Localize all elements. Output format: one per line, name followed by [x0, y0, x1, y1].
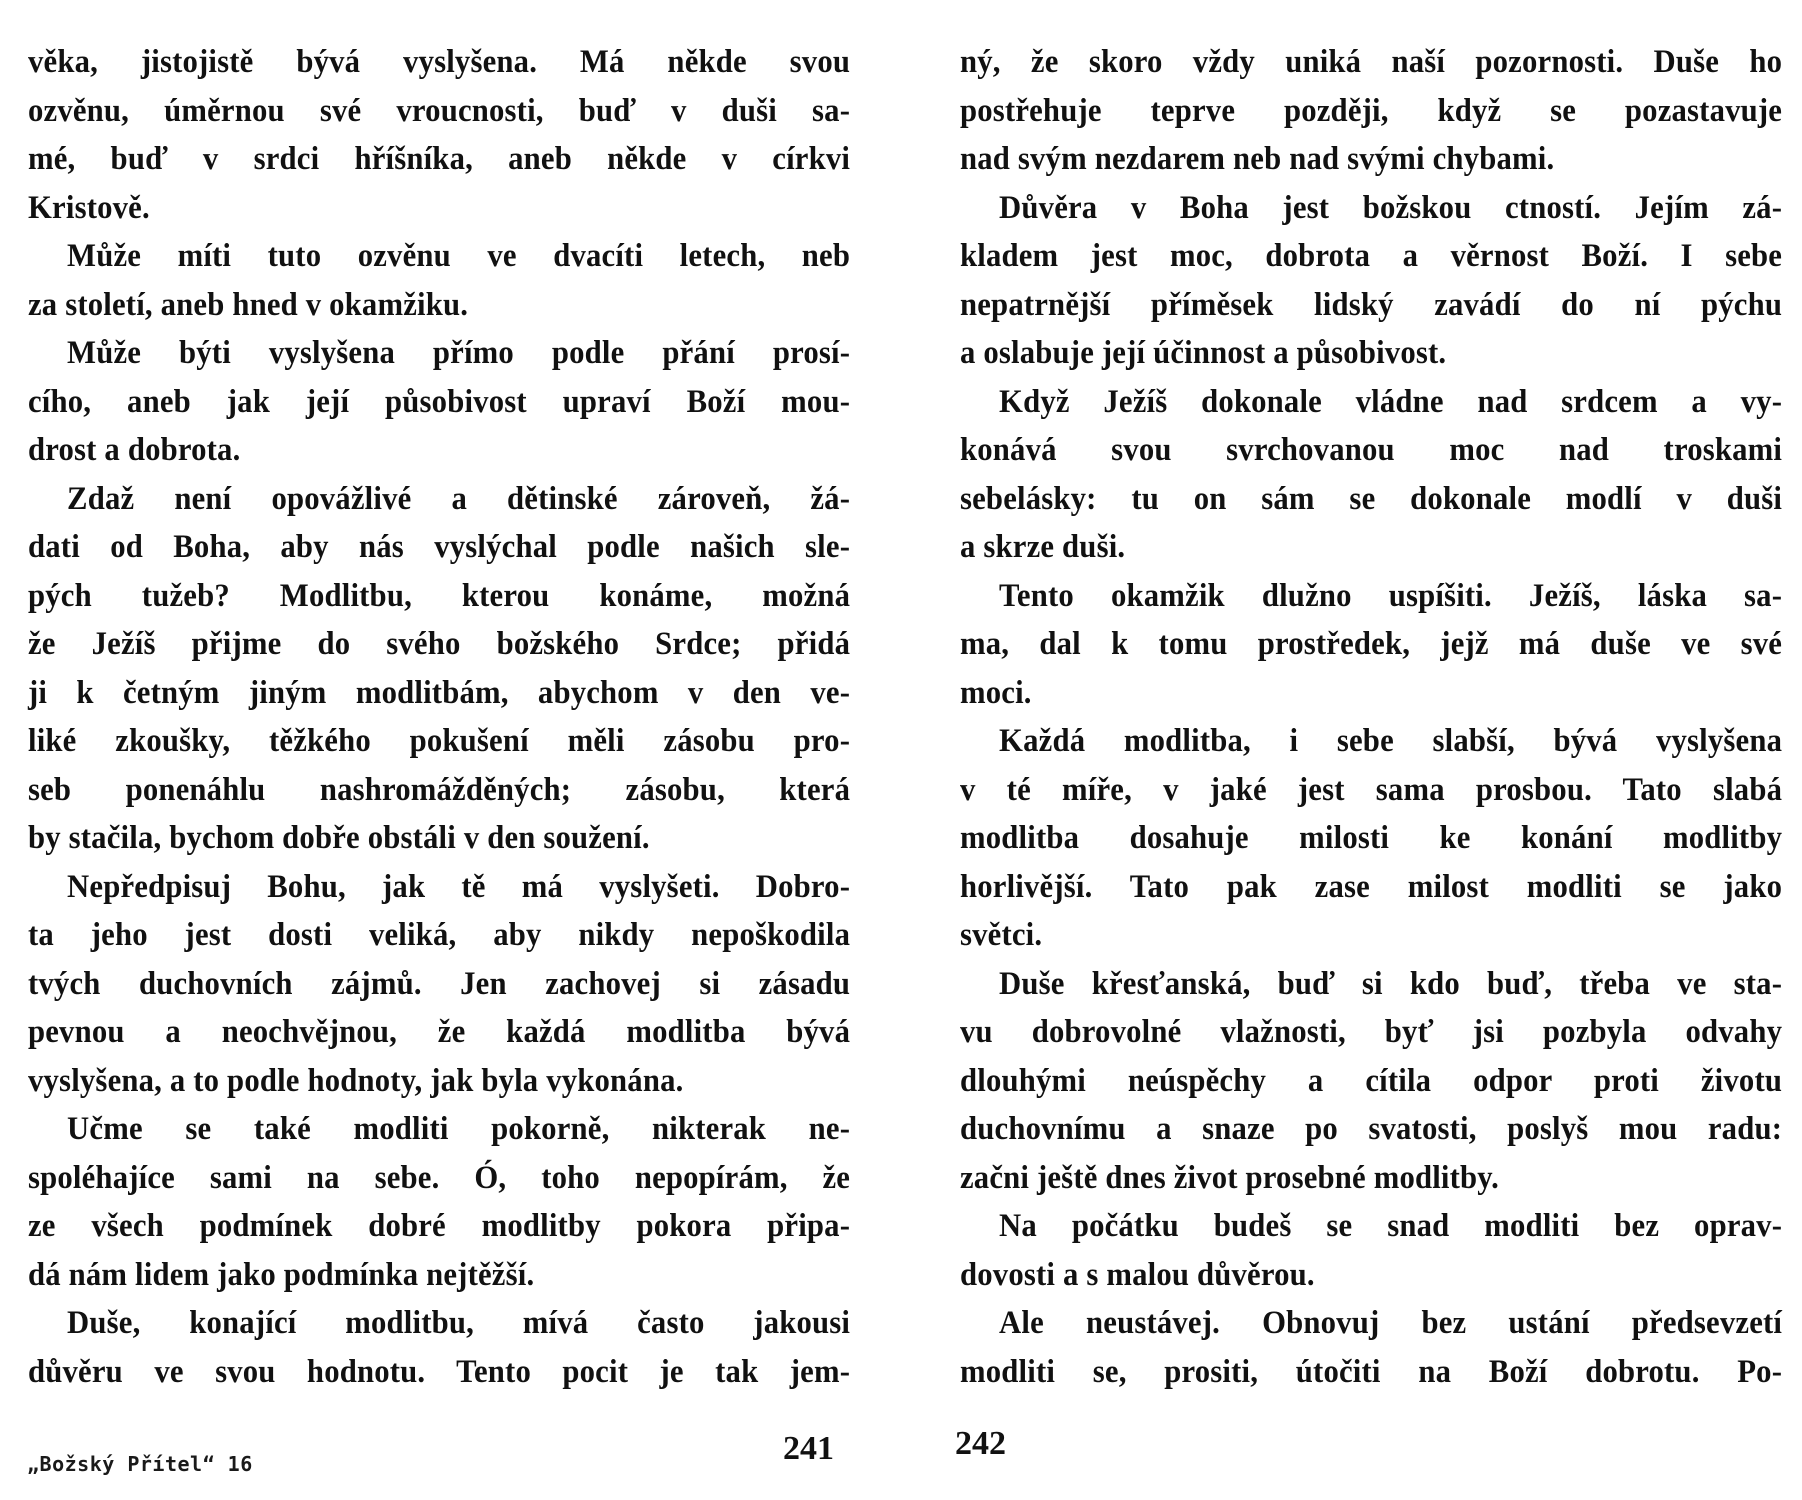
text-line: Učme se také modliti pokorně, nikterak ne-: [67, 1111, 851, 1147]
text-line: duchovnímu a snaze po svatosti, poslyš mou radu:: [960, 1111, 1783, 1147]
text-line: tvých duchovních zájmů. Jen zachovej si zásadu: [28, 965, 851, 1002]
text-line: cího, aneb jak její působivost upraví Boží mou-: [28, 383, 851, 420]
text-line: dovosti a s malou důvěrou.: [960, 1256, 1315, 1293]
text-line: postřehuje teprve později, když se pozastavuje: [960, 92, 1783, 129]
text-line: světci.: [960, 917, 1043, 953]
page-number-right: 242: [955, 1425, 1006, 1462]
page-number-left: 241: [783, 1430, 834, 1467]
text-line: ma, dal k tomu prostředek, jejž má duše ve své: [960, 626, 1783, 662]
text-line: seb ponenáhlu nashromážděných; zásobu, která: [28, 771, 851, 808]
text-line: Na počátku budeš se snad modliti bez oprav-: [999, 1208, 1783, 1244]
text-line: Každá modlitba, i sebe slabší, bývá vyslyšena: [999, 723, 1783, 759]
text-line: dá nám lidem jako podmínka nejtěžší.: [28, 1256, 535, 1293]
text-line: Duše křesťanská, buď si kdo buď, třeba ve sta-: [999, 965, 1783, 1002]
text-line: modlitba dosahuje milosti ke konání modlitby: [960, 820, 1783, 856]
text-line: Zdaž není opovážlivé a dětinské zároveň, žá-: [67, 480, 851, 517]
text-line: mé, buď v srdci hříšníka, aneb někde v církvi: [28, 141, 851, 177]
text-line: ozvěnu, úměrnou své vroucnosti, buď v duši sa-: [28, 92, 851, 129]
text-line: vu dobrovolné vlažnosti, byť jsi pozbyla odvahy: [960, 1014, 1783, 1050]
text-line: ta jeho jest dosti veliká, aby nikdy nepoškodila: [28, 917, 851, 953]
text-line: horlivější. Tato pak zase milost modliti se jako: [960, 868, 1783, 905]
text-line: a skrze duši.: [960, 529, 1126, 565]
text-line: by stačila, bychom dobře obstáli v den soužení.: [28, 820, 650, 856]
text-line: věka, jistojistě bývá vyslyšena. Má někde svou: [28, 44, 851, 80]
text-line: Tento okamžik dlužno uspíšiti. Ježíš, láska sa-: [999, 577, 1783, 614]
text-line: ný, že skoro vždy uniká naší pozornosti. Duše ho: [960, 44, 1783, 80]
text-line: Nepředpisuj Bohu, jak tě má vyslyšeti. Dobro-: [67, 868, 851, 905]
text-line: pých tužeb? Modlitbu, kterou konáme, možná: [28, 577, 851, 614]
text-line: spoléhajíce sami na sebe. Ó, toho nepopírám, že: [28, 1159, 851, 1196]
text-line: modliti se, prositi, útočiti na Boží dobrotu. Po-: [960, 1353, 1783, 1390]
right-page: [900, 0, 1802, 1500]
text-line: moci.: [960, 674, 1032, 711]
text-line: drost a dobrota.: [28, 432, 241, 468]
right-page-text: [960, 38, 1782, 1396]
text-line: Když Ježíš dokonale vládne nad srdcem a vy-: [999, 383, 1783, 420]
text-line: liké zkoušky, těžkého pokušení měli zásobu pro-: [28, 723, 851, 759]
text-line: nad svým nezdarem neb nad svými chybami.: [960, 141, 1555, 177]
text-line: a oslabuje její účinnost a působivost.: [960, 335, 1447, 371]
text-line: za století, aneb hned v okamžiku.: [28, 286, 469, 323]
left-page-text: [28, 38, 850, 1396]
text-line: že Ježíš přijme do svého božského Srdce; přidá: [28, 626, 851, 662]
text-line: konává svou svrchovanou moc nad troskami: [960, 432, 1783, 468]
text-line: v té míře, v jaké jest sama prosbou. Tato slabá: [960, 771, 1783, 808]
text-line: dlouhými neúspěchy a cítila odpor proti životu: [960, 1062, 1783, 1099]
text-line: pevnou a neochvějnou, že každá modlitba bývá: [28, 1014, 851, 1050]
text-line: Duše, konající modlitbu, mívá často jakousi: [67, 1305, 851, 1341]
left-page: [0, 0, 900, 1500]
text-line: důvěru ve svou hodnotu. Tento pocit je tak jem-: [28, 1353, 851, 1390]
text-line: Může býti vyslyšena přímo podle přání prosí-: [67, 335, 851, 371]
text-line: ze všech podmínek dobré modlitby pokora připa-: [28, 1208, 851, 1244]
text-line: vyslyšena, a to podle hodnoty, jak byla vykonána.: [28, 1062, 684, 1099]
text-line: dati od Boha, aby nás vyslýchal podle našich sle-: [28, 529, 851, 565]
text-line: ji k četným jiným modlitbám, abychom v den ve-: [28, 674, 851, 711]
text-line: kladem jest moc, dobrota a věrnost Boží. I sebe: [960, 238, 1783, 274]
footer-signature: „Božský Přítel“ 16: [27, 1452, 253, 1476]
text-line: začni ještě dnes život prosebné modlitby.: [960, 1159, 1500, 1196]
text-line: Důvěra v Boha jest božskou ctností. Jejím zá-: [999, 189, 1783, 226]
text-line: Ale neustávej. Obnovuj bez ustání předsevzetí: [999, 1305, 1783, 1341]
text-line: sebelásky: tu on sám se dokonale modlí v duši: [960, 480, 1783, 517]
text-line: Kristově.: [28, 189, 150, 226]
text-line: Může míti tuto ozvěnu ve dvacíti letech, neb: [67, 238, 851, 274]
text-line: nepatrnější příměsek lidský zavádí do ní pýchu: [960, 286, 1783, 323]
